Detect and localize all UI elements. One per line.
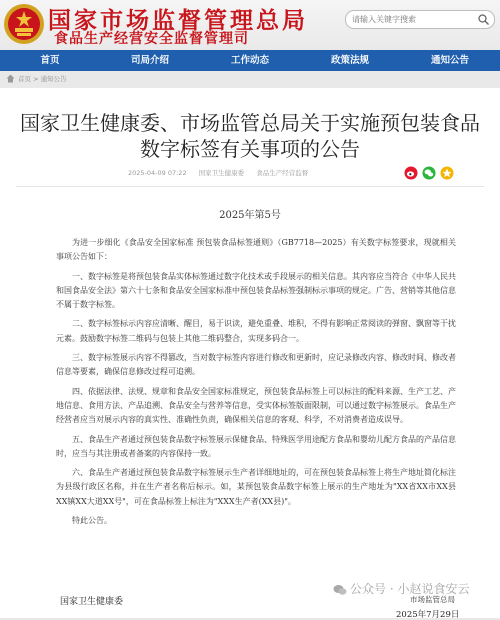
article-body (56, 236, 456, 533)
article-source: 国家卫生健康委 (198, 169, 245, 177)
article-panel (0, 88, 500, 618)
article-meta (128, 168, 318, 177)
watermark-text: 公众号 · 小赵说食安云 (350, 582, 470, 596)
announcement-date: 2025年7月29日 (396, 610, 460, 620)
wechat-share-icon[interactable] (422, 166, 436, 180)
nav-item-notice[interactable]: 通知公告 (430, 55, 469, 66)
nav-item-policy[interactable]: 政策法规 (330, 55, 369, 66)
paragraph-3: 三、数字标签展示内容不得篡改，当对数字标签内容进行修改和更新时，应记录修改内容、修改时间、修改者信息等要素，确保信息修改过程可追溯。 (56, 353, 456, 377)
paragraph-1: 一、数字标签是将预包装食品实体标签通过数字化技术或手段展示的相关信息。其内容应当符合《中华人民共和国食品安全法》第六十七条和食品安全国家标准中预包装食品标签强制标示事项的规定。广告、营销等其他信息不属于数字标签。 (56, 271, 456, 310)
article-title: 国家卫生健康委、市场监管总局关于实施预包装食品数字标签有关事项的公告 (20, 111, 480, 161)
divider (16, 186, 484, 187)
paragraph-2: 二、数字标签标示内容应清晰、醒目，易于识读，避免重叠、堆积，不得有影响正常阅读的弹窗、飘窗等干扰元素。鼓励数字标签二维码与包装上其他二维码整合，实现多码合一。 (56, 319, 456, 343)
wechat-logo-icon (333, 584, 347, 596)
national-emblem-icon (2, 2, 46, 46)
nav-item-intro[interactable]: 司局介绍 (130, 55, 169, 66)
site-header (0, 0, 500, 50)
breadcrumb-text[interactable]: 首页 > 通知公告 (18, 75, 67, 83)
article-category: 食品生产经营监督 (256, 169, 309, 177)
paragraph-intro: 为进一步细化《食品安全国家标准 预包装食品标签通则》（GB7718—2025）有关数字标签要求，现就相关事项公告如下： (56, 238, 456, 262)
nav-item-news[interactable]: 工作动态 (230, 55, 269, 66)
paragraph-4: 四、依据法律、法规、规章和食品安全国家标准规定，预包装食品标签上可以标注的配料来源、生产工艺、产地信息、食用方法、产品追溯、食品安全与营养等信息，受实体标签版面限制，可以通过数字标签展示。食品生产经营者应当对展示内容的真实性、准确性负责，确保相关信息的客观、科学，不对消费者造成误导。 (56, 386, 456, 425)
qzone-share-icon[interactable] (440, 166, 454, 180)
breadcrumb (0, 73, 500, 86)
site-subtitle: 食品生产经营安全监督管理司 (54, 31, 249, 47)
site-title: 国家市场监督管理总局 (48, 7, 308, 34)
search-box[interactable] (345, 10, 495, 29)
main-nav (0, 50, 500, 71)
signer-samr: 市场监管总局 (410, 595, 455, 604)
home-icon (6, 74, 15, 83)
paragraph-6: 六、食品生产者通过预包装食品数字标签展示生产者详细地址的，可在预包装食品标签上将生产地址简化标注为县级行政区名称，并在生产者名称后标示。如，某预包装食品数字标签上展示的生产地址为"XX省XX市XX县XX镇XX大道XX号"，可在食品标签上标注为"XXX生产者(XX县)"。 (56, 468, 456, 506)
nav-item-home[interactable]: 首页 (40, 55, 60, 66)
search-icon[interactable] (477, 13, 490, 26)
weibo-share-icon[interactable] (404, 166, 418, 180)
paragraph-5: 五、食品生产者通过预包装食品数字标签展示保健食品、特殊医学用途配方食品和婴幼儿配方食品的产品信息时，应当与其注册或者备案的内容保持一致。 (56, 434, 456, 458)
signer-nhc: 国家卫生健康委 (60, 597, 124, 607)
publish-time: 2025-04-09 07:22 (128, 169, 187, 177)
search-input[interactable] (352, 11, 472, 28)
document-number: 2025年第5号 (219, 210, 281, 221)
paragraph-closing: 特此公告。 (72, 516, 112, 526)
